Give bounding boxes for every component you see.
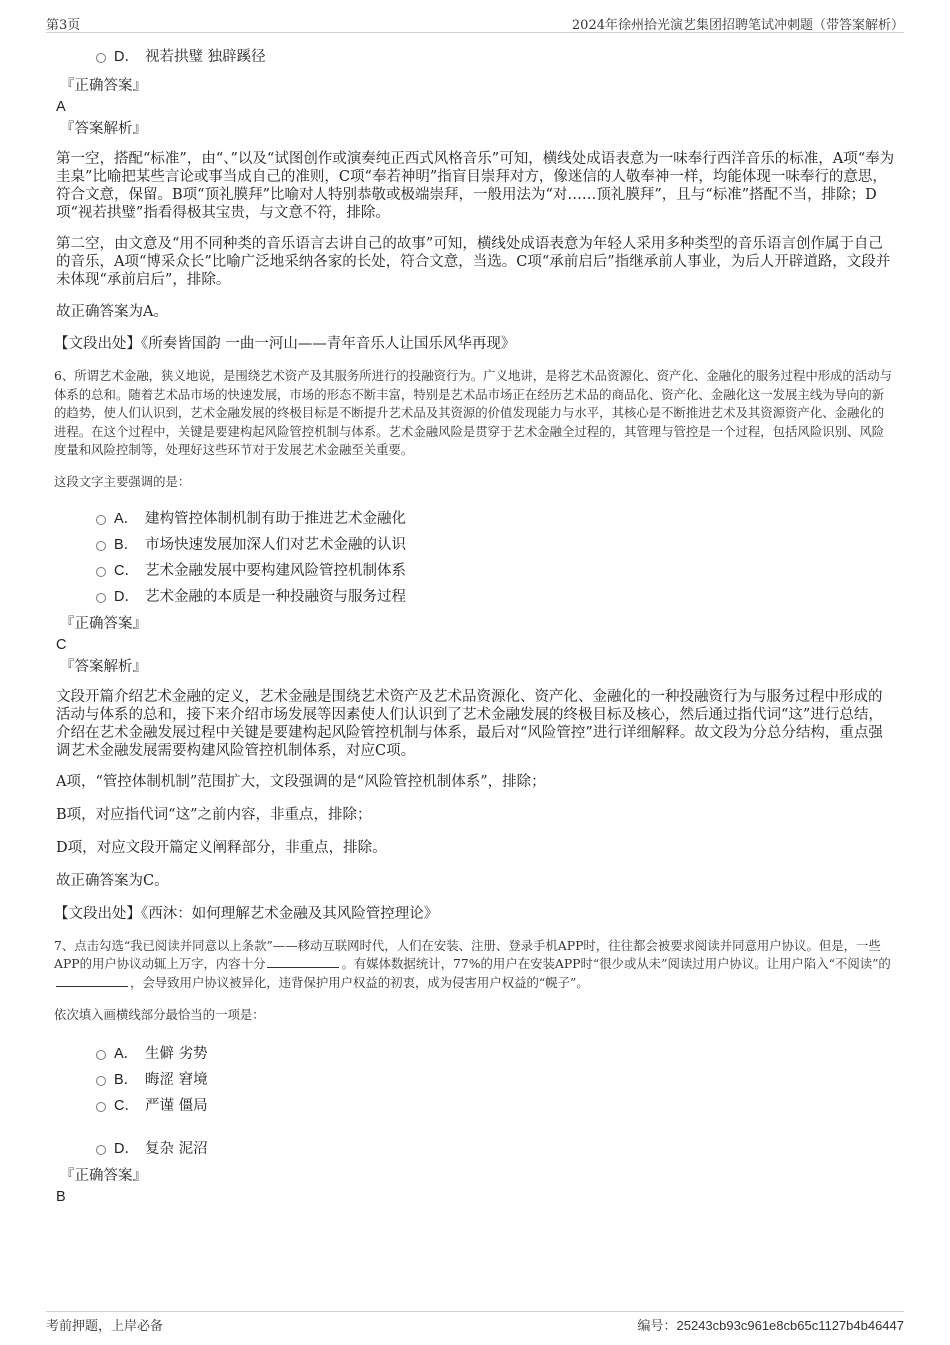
answer-value: B [56,1188,66,1205]
option-letter: D． [114,49,139,65]
source-citation: 【文段出处】《西沐：如何理解艺术金融及其风险管控理论》 [54,905,439,922]
option-text: 严谨 僵局 [145,1097,208,1114]
option-text: 艺术金融发展中要构建风险管控机制体系 [145,562,406,579]
option-letter: B． [114,1071,139,1088]
analysis-paragraph: 文段开篇介绍艺术金融的定义，艺术金融是围绕艺术资产及艺术品资源化、资产化、金融化的一种投融资行为与服务过程中形成的活动与体系的总和，接下来介绍市场发展等因素使人们认识到了艺术金融发展的终极目标及核心，然后通过指代词“这”进行总结，介绍在艺术金融发展过程中关键是要建构起风险管控机制与体系，最后对“风险管控”进行详细解释。故文段为分总分结构，重点强调艺术金融发展需要构建风险管控机制体系，对应C项。 [56,688,883,759]
question-prompt: 这段文字主要强调的是： [54,473,191,489]
analysis-label: 『答案解析』 [60,121,147,137]
radio-button[interactable] [96,515,106,525]
analysis-label: 『答案解析』 [60,658,147,675]
options-list [56,506,896,610]
option-a[interactable] [56,506,896,532]
option-letter: A． [114,1045,139,1062]
option-letter: D． [114,1140,139,1157]
option-text: 视若拱璧 独辟蹊径 [145,49,266,65]
option-text: 市场快速发展加深人们对艺术金融的认识 [145,536,406,553]
page-header [46,12,904,33]
option-c[interactable] [56,558,896,584]
answer-value: C [56,636,67,653]
answer-label: 『正确答案』 [60,615,147,632]
option-text: 建构管控体制机制有助于推进艺术金融化 [145,510,406,527]
document-code [638,1315,905,1334]
option-letter: D． [114,588,139,605]
option-text: 晦涩 窘境 [145,1071,208,1088]
option-d[interactable] [56,584,896,610]
option-letter: C． [114,562,139,579]
answer-label: 『正确答案』 [60,1167,147,1184]
option-text: 复杂 泥沼 [145,1140,208,1157]
radio-button[interactable] [96,1102,106,1112]
radio-button[interactable] [96,567,106,577]
option-text: 生僻 劣势 [145,1045,208,1062]
analysis-conclusion: 故正确答案为C。 [56,872,169,889]
radio-button[interactable] [96,1050,106,1060]
question-text-part: 7、点击勾选“我已阅读并同意以上条款”——移动互联网时代，人们在安装、注册、登录手机APP时，往往都会被要求阅读并同意用户协议。但是，一些APP的用户协议动辄上万字，内容十分 [54,937,881,972]
question-text: 6、所谓艺术金融，狭义地说，是围绕艺术资产及其服务所进行的投融资行为。广义地讲，是将艺术品资源化、资产化、金融化的服务过程中形成的活动与体系的总和。随着艺术品市场的快速发展，市场的形态不断丰富，特别是艺术品市场正在经历艺术品的商品化、资产化、金融化这一发展主线为导向的新的趋势，使人们认识到，艺术金融发展的终极目标是不断提升艺术品及其资源的价值发现能力与水平，其核心是不断推进艺术及其资源资产化、金融化的进程。在这个过程中，关键是要建构起风险管控机制与体系。艺术金融风险是贯穿于艺术金融全过程的，其管理与管控是一个过程，包括风险识别、风险度量和风险控制等，处理好这些环节对于发展艺术金融至关重要。 [54,368,893,458]
option-letter: B． [114,536,139,553]
radio-button[interactable] [96,593,106,603]
content [56,44,896,1208]
option-c[interactable] [56,1093,896,1119]
option-letter: A． [114,510,139,527]
option-b[interactable] [56,532,896,558]
radio-button[interactable] [96,53,106,63]
footer-slogan: 考前押题，上岸必备 [46,1319,164,1334]
analysis-paragraph: D项，对应文段开篇定义阐释部分，非重点，排除。 [56,839,387,856]
analysis-paragraph: A项，“管控体制机制”范围扩大，文段强调的是“风险管控机制体系”，排除； [56,773,546,790]
fill-blank-2[interactable] [56,974,128,987]
analysis-paragraph: 第一空，搭配“标准”，由“、”以及“试图创作或演奏纯正西式风格音乐”可知，横线处成语表意为一味奉行西洋音乐的标准，A项“奉为圭臬”比喻把某些言论或事当成自己的准则，C项“奉若神明”指盲目崇拜对方，像迷信的人敬奉神一样，均能体现一味奉行的意思，符合文意，保留。B项“顶礼膜拜”比喻对人特别恭敬或极端崇拜，一般用法为“对……顶礼膜拜”，且与“标准”搭配不当，排除；D项“视若拱璧”指看得极其宝贵，与文意不符，排除。 [56,151,895,221]
radio-button[interactable] [96,1145,106,1155]
question-text-part: 。有媒体数据统计，77%的用户在安装APP时“很少或从未”阅读过用户协议。让用户陷入“不阅读”的 [341,956,891,972]
question-text [54,937,896,993]
option-a[interactable] [56,1041,896,1067]
answer-label: 『正确答案』 [60,78,147,94]
option-d[interactable] [56,1136,896,1162]
question-text-part: ，会导致用户协议被异化，违背保护用户权益的初衷，成为侵害用户权益的“幌子”。 [130,974,589,990]
page-footer [46,1311,904,1332]
option-d[interactable] [56,44,896,70]
question-prompt: 依次填入画横线部分最恰当的一项是： [54,1007,265,1023]
option-text: 艺术金融的本质是一种投融资与服务过程 [145,588,406,605]
answer-value: A [56,99,66,115]
page-number: 第3页 [46,18,81,33]
option-b[interactable] [56,1067,896,1093]
fill-blank-1[interactable] [267,955,339,968]
source-citation: 【文段出处】《所奏皆国韵 一曲一河山——青年音乐人让国乐风华再现》 [54,336,516,352]
option-letter: C． [114,1097,139,1114]
radio-button[interactable] [96,1076,106,1086]
code-value: 25243cb93c961e8cb65c1127b4b46447 [676,1318,904,1333]
document-title: 2024年徐州拾光演艺集团招聘笔试冲刺题（带答案解析） [571,18,904,33]
options-list [56,1041,896,1162]
analysis-paragraph: 第二空，由文意及“用不同种类的音乐语言去讲自己的故事”可知，横线处成语表意为年轻人采用多种类型的音乐语言创作属于自己的音乐，A项“博采众长”比喻广泛地采纳各家的长处，符合文意，当选。C项“承前启后”指继承前人事业，为后人开辟道路，文段并未体现“承前启后”，排除。 [56,236,891,288]
radio-button[interactable] [96,541,106,551]
code-label: 编号： [637,1319,677,1334]
analysis-paragraph: B项，对应指代词“这”之前内容，非重点，排除； [56,806,372,823]
analysis-conclusion: 故正确答案为A。 [56,304,168,320]
